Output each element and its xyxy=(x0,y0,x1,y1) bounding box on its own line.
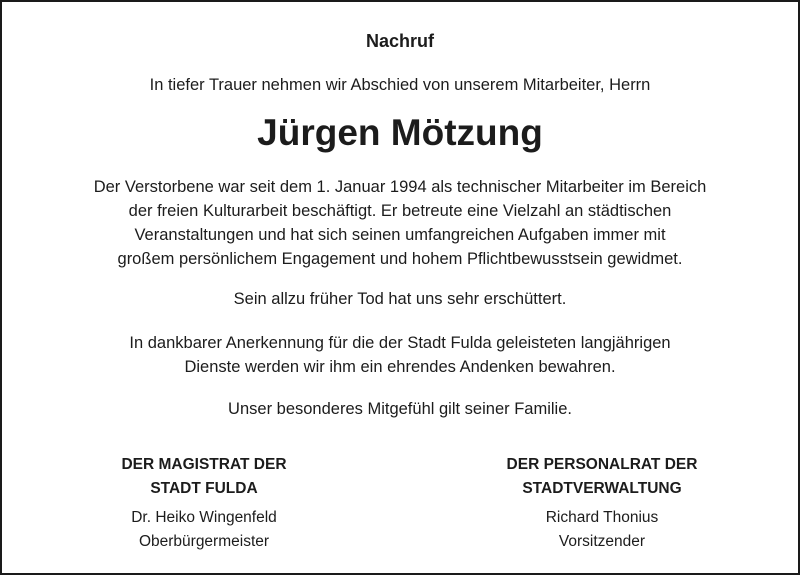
biography-paragraph xyxy=(32,175,768,271)
signatory-personalrat xyxy=(452,453,752,554)
biography-line: Veranstaltungen und hat sich seinen umfangreichen Aufgaben immer mit xyxy=(134,226,666,244)
organization-line: STADT FULDA xyxy=(150,480,258,497)
signatory-person xyxy=(452,506,752,554)
signatory-name: Dr. Heiko Wingenfeld xyxy=(131,509,277,526)
intro-text: In tiefer Trauer nehmen wir Abschied von unserem Mitarbeiter, Herrn xyxy=(149,76,651,94)
deceased-name: Jürgen Mötzung xyxy=(257,112,543,153)
biography-line: der freien Kulturarbeit beschäftigt. Er betreute eine Vielzahl an städtischen xyxy=(128,202,672,220)
signatory-person xyxy=(54,506,354,554)
organization-line: STADTVERWALTUNG xyxy=(522,480,682,497)
gratitude-line: Dienste werden wir ihm ein ehrendes Andenken bewahren. xyxy=(184,358,616,376)
biography-line: Der Verstorbene war seit dem 1. Januar 1994 als technischer Mitarbeiter im Bereich xyxy=(93,178,707,196)
signatory-organization xyxy=(54,453,354,501)
signatory-role: Vorsitzender xyxy=(558,533,646,550)
organization-line: DER PERSONALRAT DER xyxy=(506,456,698,473)
condolence-line: Sein allzu früher Tod hat uns sehr erschüttert. xyxy=(233,290,567,308)
signatory-name: Richard Thonius xyxy=(545,509,659,526)
signatory-role: Oberbürgermeister xyxy=(138,533,270,550)
organization-line: DER MAGISTRAT DER xyxy=(121,456,287,473)
sympathy-paragraph xyxy=(32,397,768,421)
gratitude-line: In dankbarer Anerkennung für die der Stadt Fulda geleisteten langjährigen xyxy=(129,334,671,352)
signatory-magistrat xyxy=(54,453,354,554)
signatory-organization xyxy=(452,453,752,501)
gratitude-paragraph xyxy=(32,331,768,379)
sympathy-line: Unser besonderes Mitgefühl gilt seiner Familie. xyxy=(228,400,572,418)
notice-title: Nachruf xyxy=(365,31,434,51)
biography-line: großem persönlichem Engagement und hohem Pflichtbewusstsein gewidmet. xyxy=(117,250,683,268)
condolence-paragraph xyxy=(32,287,768,311)
